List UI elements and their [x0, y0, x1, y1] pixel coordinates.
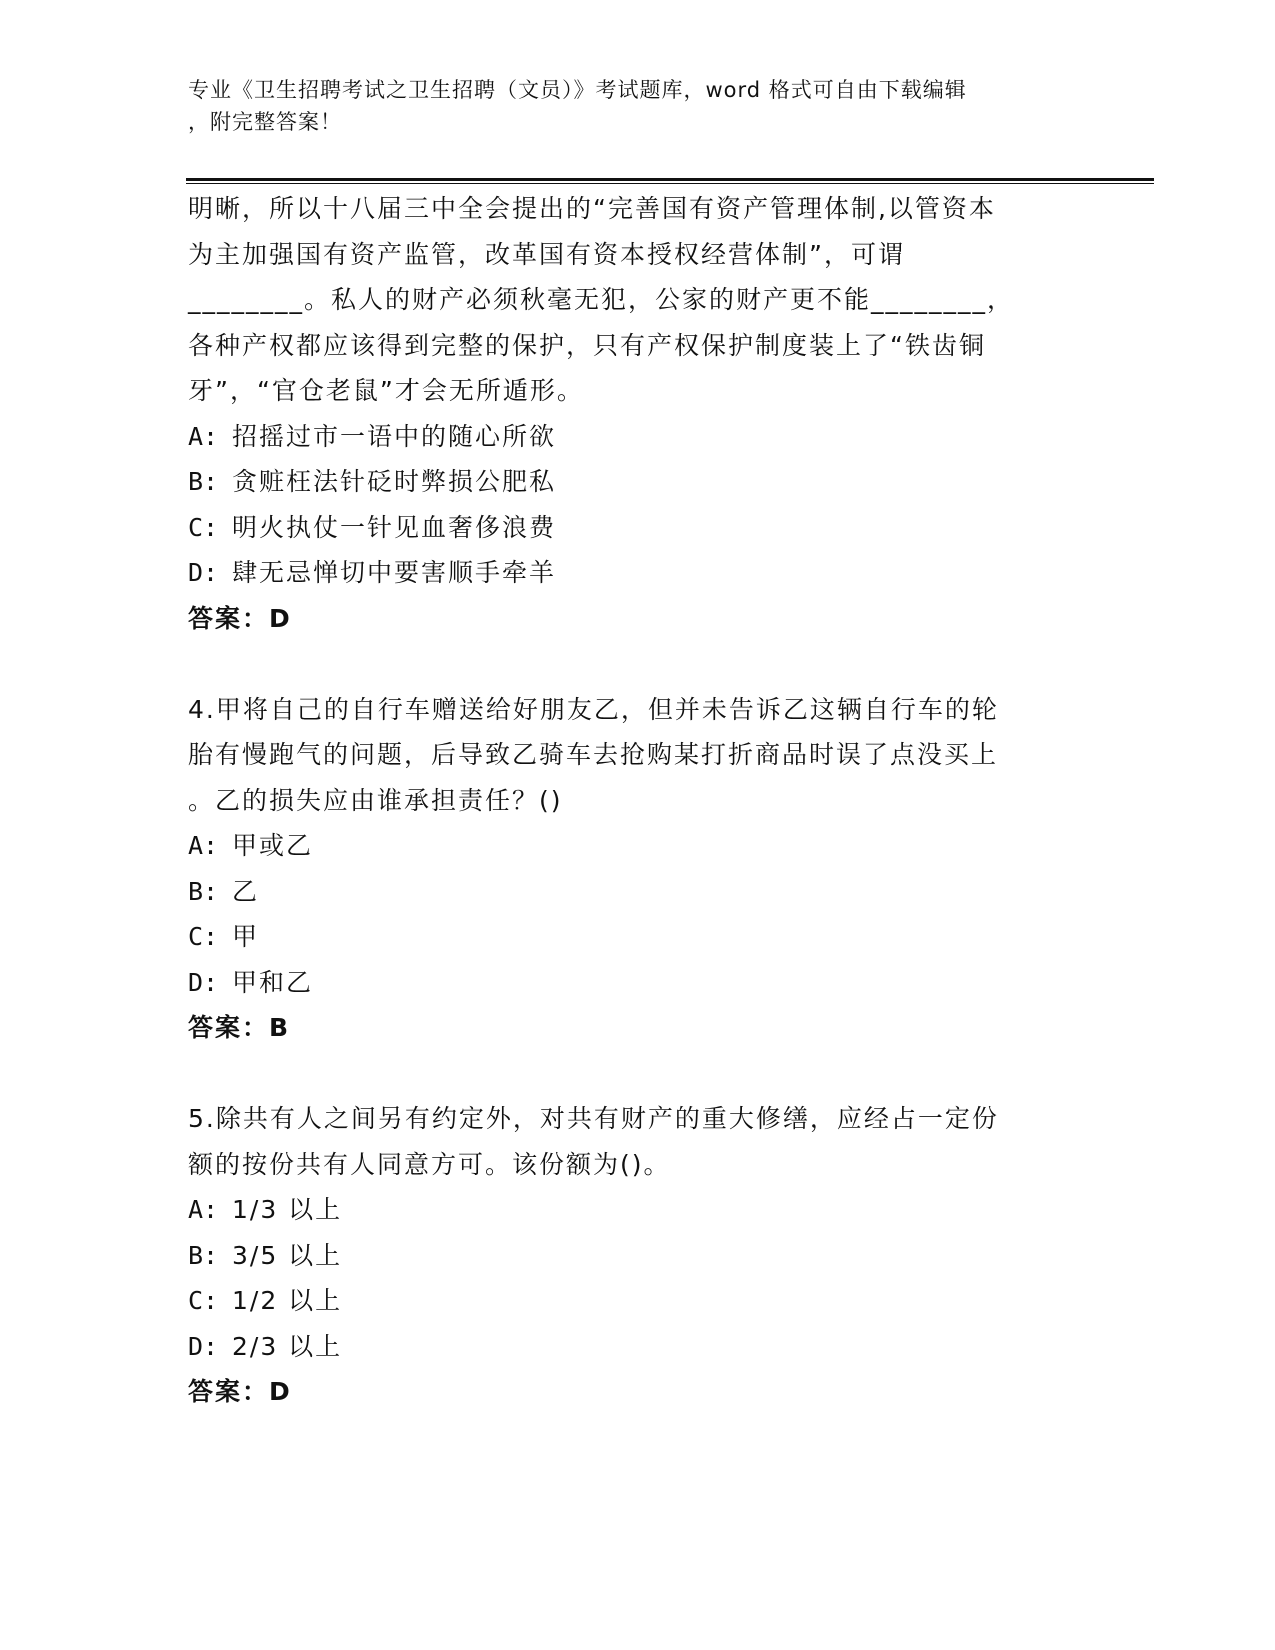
question-3-option-d: [188, 550, 1088, 596]
question-5-stem: [188, 1096, 1088, 1187]
option-key: D:: [188, 558, 219, 587]
question-3-stem: [188, 186, 1088, 414]
question-4-option-d: [188, 960, 1088, 1006]
header-divider-thick: [186, 178, 1154, 181]
option-text: 1/2 以上: [232, 1286, 343, 1315]
option-text: 贪赃枉法针砭时弊损公肥私: [232, 467, 557, 496]
option-text: 甲或乙: [232, 831, 314, 860]
option-key: C:: [188, 922, 219, 951]
question-3-answer: 答案：D: [188, 603, 292, 633]
question-4-stem: [188, 687, 1088, 824]
question-spacer: [188, 1051, 1088, 1097]
question-5-option-b: [188, 1233, 1088, 1279]
question-3-option-c: [188, 505, 1088, 551]
question-3-line: ________。私人的财产必须秋毫无犯，公家的财产更不能________，: [188, 285, 1015, 314]
question-5: [188, 1096, 1088, 1415]
option-key: B:: [188, 876, 219, 906]
option-key: D:: [188, 1331, 219, 1361]
question-4-line: 。乙的损失应由谁承担责任？(): [188, 785, 563, 815]
question-3-line: 牙”，“官仓老鼠”才会无所遁形。: [188, 376, 584, 405]
question-4-option-c: [188, 914, 1088, 960]
option-text: 3/5 以上: [232, 1240, 343, 1270]
question-4-line: 4.甲将自己的自行车赠送给好朋友乙，但并未告诉乙这辆自行车的轮: [188, 694, 999, 724]
question-3-line: 各种产权都应该得到完整的保护，只有产权保护制度装上了“铁齿铜: [188, 330, 986, 360]
question-spacer: [188, 641, 1088, 687]
question-3-option-a: [188, 414, 1088, 460]
question-3-line: 明晰，所以十八届三中全会提出的“完善国有资产管理体制,以管资本: [188, 194, 996, 223]
question-3: [188, 186, 1088, 641]
question-3-line: 为主加强国有资产监管，改革国有资本授权经营体制”，可谓: [188, 239, 905, 269]
option-key: A:: [188, 421, 219, 451]
option-key: A:: [188, 831, 219, 860]
question-5-line: 5.除共有人之间另有约定外，对共有财产的重大修缮，应经占一定份: [188, 1104, 999, 1133]
option-text: 2/3 以上: [232, 1331, 343, 1361]
question-4-option-b: [188, 869, 1088, 915]
question-4-line: 胎有慢跑气的问题，后导致乙骑车去抢购某打折商品时误了点没买上: [188, 740, 999, 769]
question-4: [188, 687, 1088, 1051]
option-key: C:: [188, 1286, 219, 1315]
option-text: 甲: [232, 922, 260, 951]
option-text: 乙: [232, 876, 260, 906]
option-key: B:: [188, 1240, 219, 1270]
document-body: [188, 186, 1088, 1415]
option-key: C:: [188, 512, 219, 542]
option-text: 甲和乙: [232, 967, 314, 997]
question-5-answer: 答案：D: [188, 1377, 292, 1406]
question-4-answer: 答案：B: [188, 1013, 291, 1042]
option-text: 招摇过市一语中的随心所欲: [232, 421, 557, 451]
question-5-option-d: [188, 1324, 1088, 1370]
option-key: D:: [188, 967, 219, 997]
option-text: 肆无忌惮切中要害顺手牵羊: [232, 558, 557, 587]
option-key: B:: [188, 467, 219, 496]
header-line-1: 专业《卫生招聘考试之卫生招聘（文员）》考试题库，word 格式可自由下载编辑: [188, 78, 967, 102]
option-text: 1/3 以上: [232, 1195, 343, 1224]
document-header: [188, 74, 1088, 138]
question-5-option-a: [188, 1187, 1088, 1233]
question-5-line: 额的按份共有人同意方可。该份额为()。: [188, 1149, 671, 1179]
header-divider-thin: [186, 183, 1154, 184]
question-4-option-a: [188, 823, 1088, 869]
question-3-option-b: [188, 459, 1088, 505]
header-line-2: ，附完整答案！: [188, 110, 342, 134]
question-5-option-c: [188, 1278, 1088, 1324]
option-key: A:: [188, 1195, 219, 1224]
option-text: 明火执仗一针见血奢侈浪费: [232, 512, 557, 542]
